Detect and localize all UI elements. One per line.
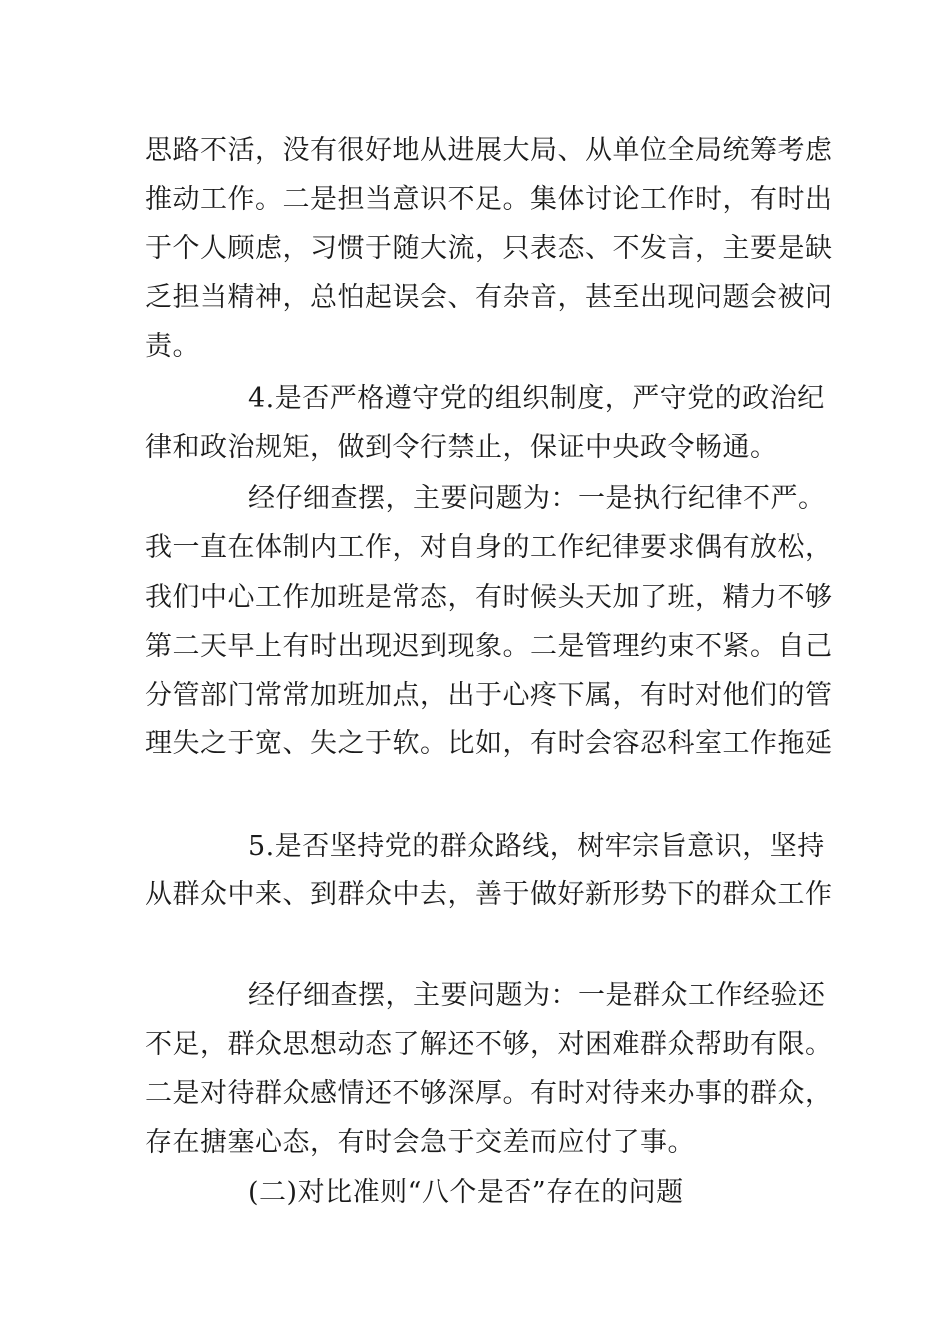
text-line: 理失之于宽、失之于软。比如，有时会容忍科室工作拖延 (145, 728, 833, 759)
text-line: 存在搪塞心态，有时会急于交差而应付了事。 (145, 1127, 695, 1158)
text-line: 推动工作。二是担当意识不足。集体讨论工作时，有时出 (145, 184, 833, 215)
paragraph-start: 经仔细查摆，主要问题为：一是执行纪律不严。 (248, 483, 826, 514)
section-heading-4: 4.是否严格遵守党的组织制度，严守党的政治纪 (248, 383, 825, 414)
text-line: 律和政治规矩，做到令行禁止，保证中央政令畅通。 (145, 432, 778, 463)
text-line: 责。 (145, 331, 200, 362)
text-line: 思路不活，没有很好地从进展大局、从单位全局统筹考虑 (145, 135, 833, 166)
text-line: 我一直在体制内工作，对自身的工作纪律要求偶有放松， (145, 532, 833, 563)
text-line: 于个人顾虑，习惯于随大流，只表态、不发言，主要是缺 (145, 233, 833, 264)
text-line: 乏担当精神，总怕起误会、有杂音，甚至出现问题会被问 (145, 282, 833, 313)
section-heading-5: 5.是否坚持党的群众路线，树牢宗旨意识，坚持 (248, 831, 825, 862)
paragraph-start: 经仔细查摆，主要问题为：一是群众工作经验还 (248, 980, 826, 1011)
text-line: 第二天早上有时出现迟到现象。二是管理约束不紧。自己 (145, 631, 833, 662)
text-line: 二是对待群众感情还不够深厚。有时对待来办事的群众， (145, 1078, 833, 1109)
text-line: 不足，群众思想动态了解还不够，对困难群众帮助有限。 (145, 1029, 833, 1060)
text-line: 从群众中来、到群众中去，善于做好新形势下的群众工作 (145, 879, 833, 910)
text-line: 我们中心工作加班是常态，有时候头天加了班，精力不够 (145, 582, 833, 613)
section-heading-2: (二)对比准则“八个是否”存在的问题 (248, 1177, 684, 1208)
text-line: 分管部门常常加班加点，出于心疼下属，有时对他们的管 (145, 680, 833, 711)
